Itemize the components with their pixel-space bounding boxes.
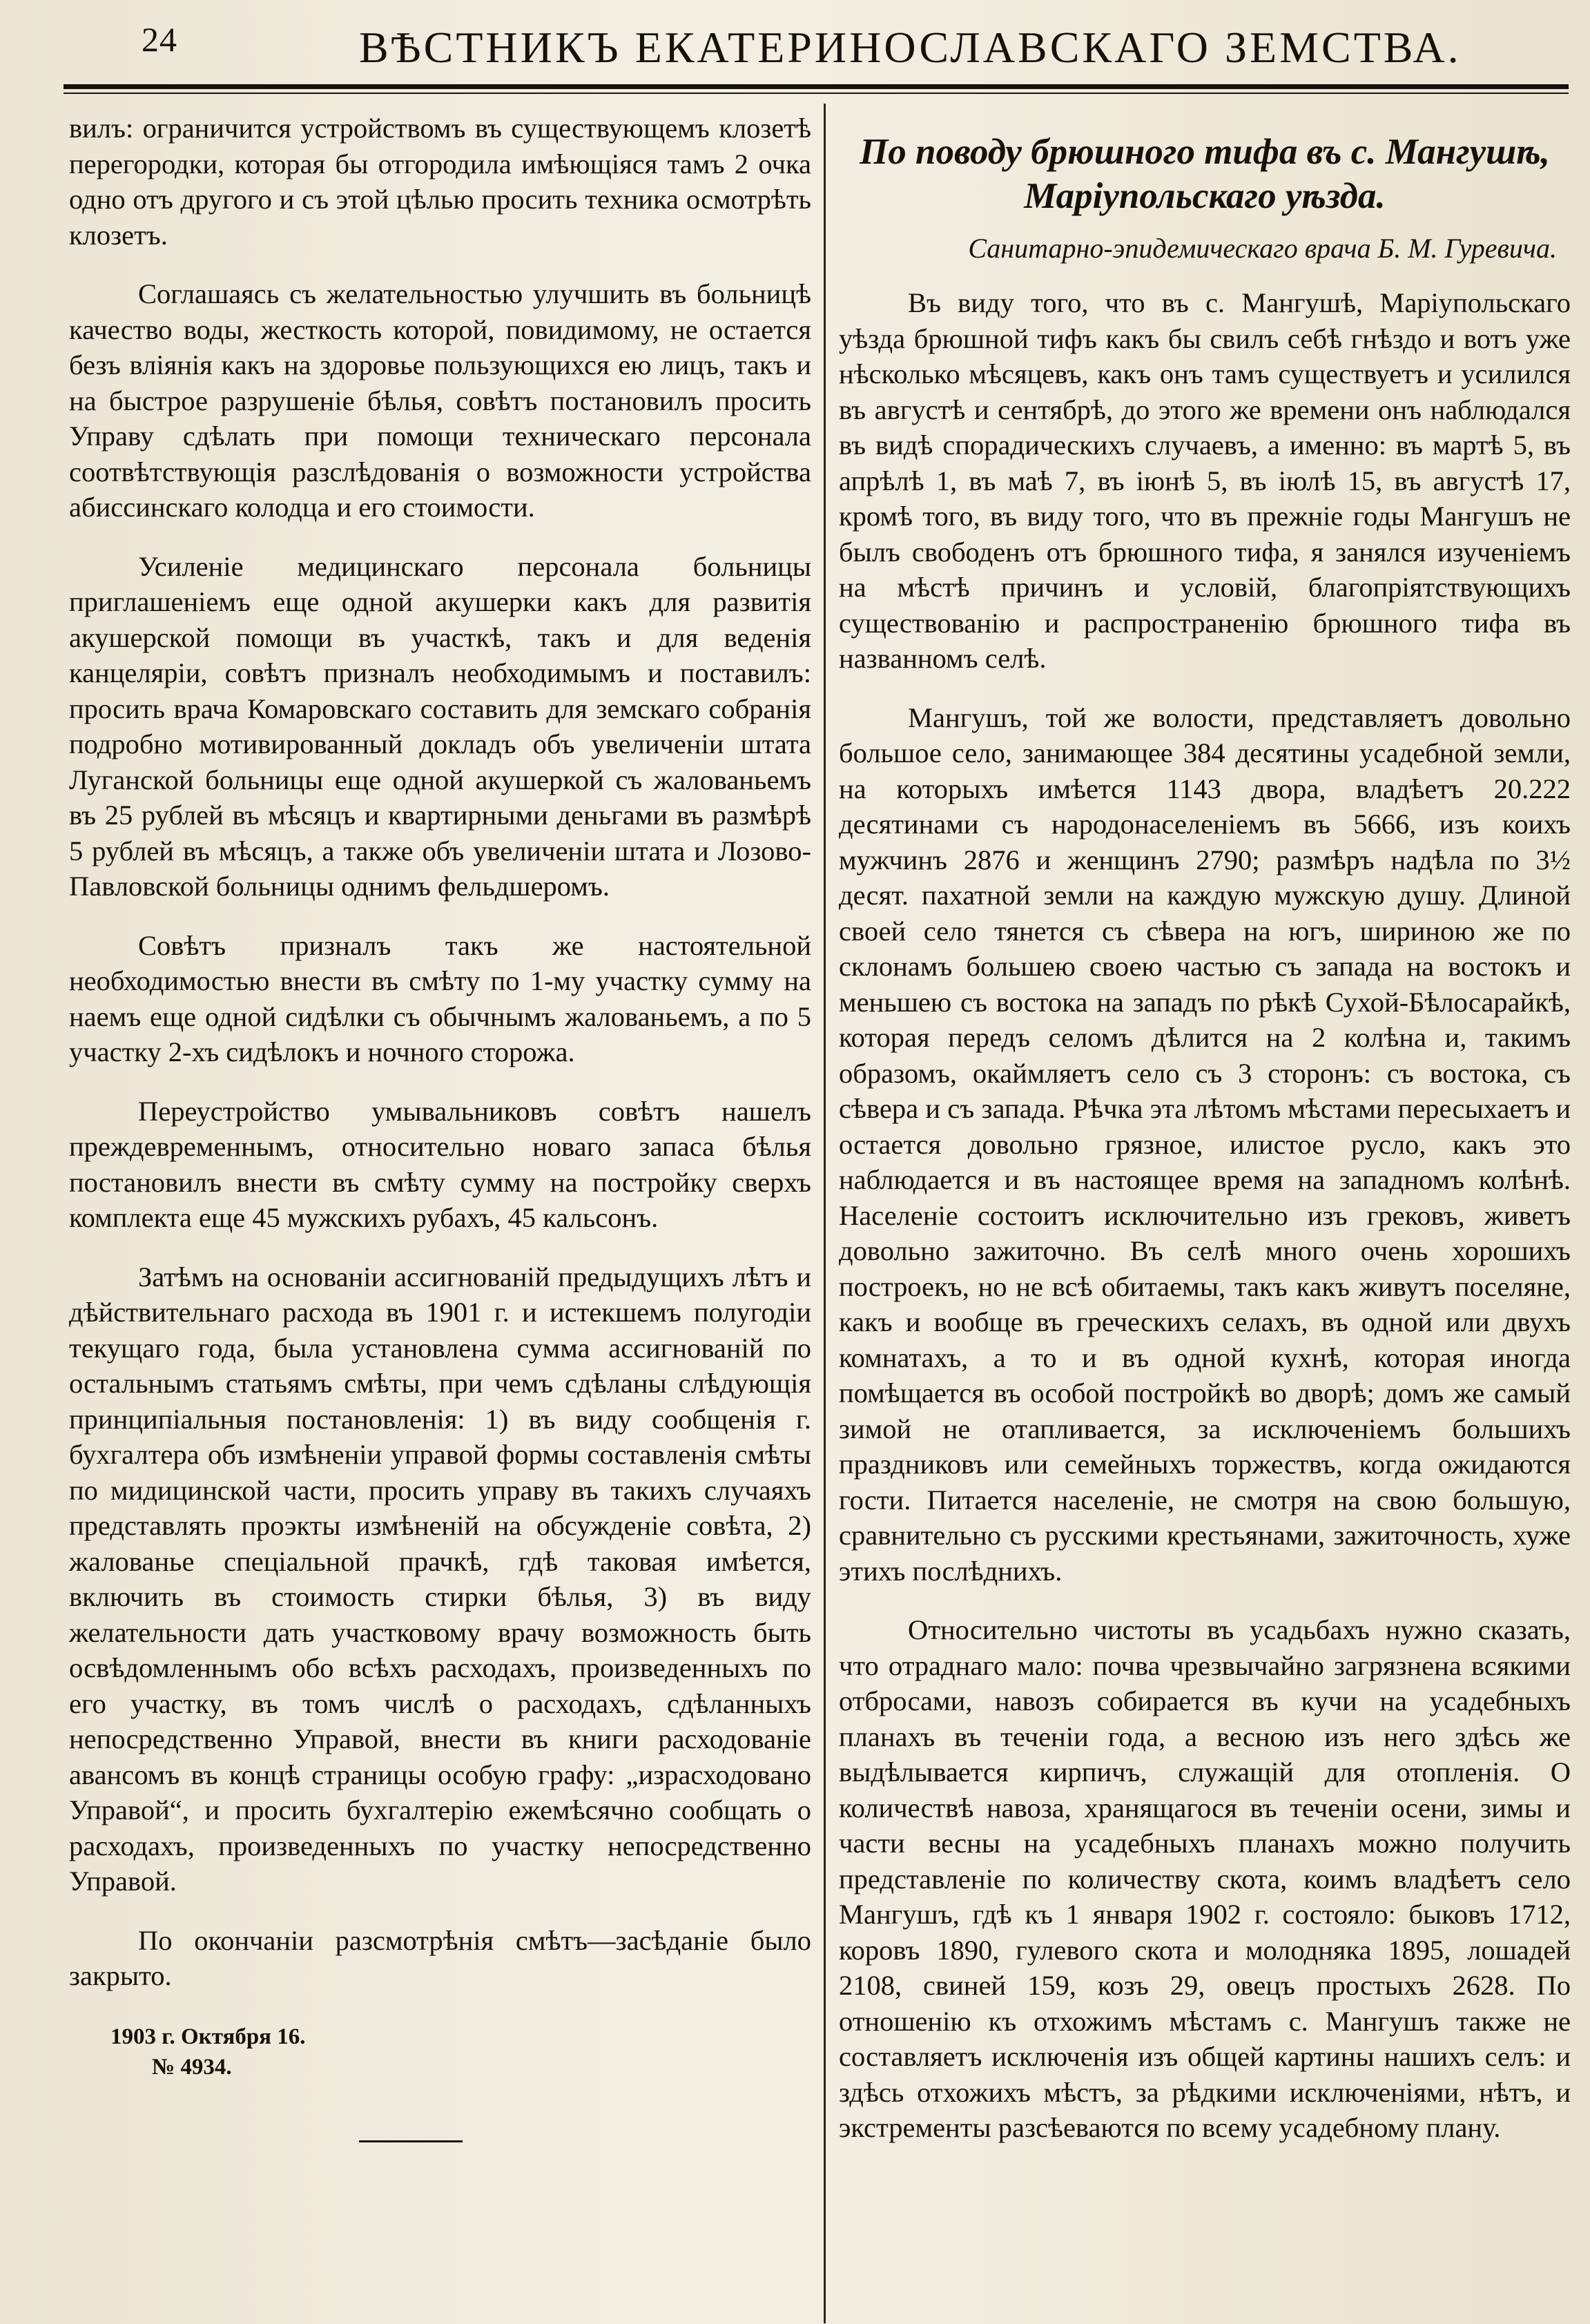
- article-author: Санитарно-эпидемическаго врача Б. М. Гуревича.: [968, 233, 1557, 264]
- right-paragraph-3: Относительно чистоты въ усадьбахъ нужно сказать, что отраднаго мало: почва чрезвычайно загрязнена всякими отбросами, навозъ собирается въ кучи на усадебныхъ планахъ въ теченіи года, а весною изъ него здѣсь же выдѣлывается кирпичъ, служащій для отопленія. О количествѣ навоза, хранящагося въ теченіи осени, зимы и части весны на усадебныхъ планахъ можно получить представленіе по количеству скота, коимъ владѣетъ село Мангушъ, гдѣ къ 1 января 1902 г. состояло: быковъ 1712, коровъ 1890, гулевого скота и молодняка 1895, лошадей 2108, свиней 159, козъ 29, овецъ простыхъ 2628. По отношенію къ отхожимъ мѣстамъ с. Мангушъ также не составляетъ исключенія изъ общей картины нашихъ селъ: и здѣсь отхожихъ мѣстъ, за рѣдкими исключеніями, нѣтъ, и экстременты разсѣеваются по всему усадебному плану.: [839, 1614, 1571, 2143]
- right-paragraph-2: Мангушъ, той же волости, представляетъ довольно большое село, занимающее 384 десятины усадебной земли, на которыхъ имѣется 1143 двора, владѣетъ 20.222 десятинами съ народонаселеніемъ въ 5666, изъ коихъ мужчинъ 2876 и женщинъ 2790; размѣръ надѣла по 3½ десят. пахатной земли на каждую мужскую душу. Длиной своей село тянется съ сѣвера на югъ, шириною же по склонамъ большею своею частью съ запада на востокъ и меньшею съ востока на западъ по рѣкѣ Сухой-Бѣлосарайкѣ, которая передъ селомъ дѣлится на 2 колѣна и, такимъ образомъ, окаймляетъ село съ 3 сторонъ: съ востока, съ сѣвера и съ запада. Рѣчка эта лѣтомъ мѣстами пересыхаетъ и остается довольно грязное, илистое русло, какъ это наблюдается и въ настоящее время на западномъ колѣнѣ. Населеніе состоитъ исключительно изъ грековъ, живетъ довольно зажиточно. Въ селѣ много очень хорошихъ построекъ, но не всѣ обитаемы, такъ какъ живутъ поселяне, какъ и вообще въ греческихъ селахъ, въ одной или двухъ комнатахъ, а то и въ одной кухнѣ, которая иногда помѣщается въ особой постройкѣ во дворѣ; домъ же самый зимой не отапливается, за исключеніемъ большихъ праздниковъ или семейныхъ торжествъ, когда ожидаются гости. Питается населеніе, не смотря на свою большую, сравнительно съ русскими крестьянами, зажиточность, хуже этихъ послѣднихъ.: [839, 701, 1571, 1587]
- right-paragraph-1: Въ виду того, что въ с. Мангушѣ, Маріупольскаго уѣзда брюшной тифъ какъ бы свилъ себѣ гнѣздо и вотъ уже нѣсколько мѣсяцевъ, какъ онъ тамъ существуетъ и усилился въ августѣ и сентябрѣ, до этого же времени онъ наблюдался въ видѣ спорадическихъ случаевъ, а именно: въ мартѣ 5, въ апрѣлѣ 1, въ маѣ 7, въ іюнѣ 5, въ іюлѣ 15, въ августѣ 17, кромѣ того, въ виду того, что въ прежніе годы Мангушъ не былъ свободенъ отъ брюшного тифа, я занялся изученіемъ на мѣстѣ причинъ и условій, благопріятствующихъ существованію и распространенію брюшного тифа въ названномъ селѣ.: [839, 287, 1571, 674]
- page-number: 24: [142, 20, 177, 59]
- article-title: По поводу брюшного тифа въ с. Мангушѣ, Маріупольскаго уѣзда.: [860, 132, 1550, 216]
- column-divider: [824, 104, 826, 2323]
- signature-block: [110, 2022, 811, 2082]
- end-rule: [359, 2140, 463, 2142]
- header-rule-thin: [64, 93, 1569, 94]
- left-paragraph-6: Затѣмъ на основаніи ассигнованій предыдущихъ лѣтъ и дѣйствительнаго расхода въ 1901 г. и истекшемъ полугодіи текущаго года, была установлена сумма ассигнованій по остальнымъ статьямъ смѣты, при чемъ сдѣланы слѣдующія принципіальныя постановленія: 1) въ виду сообщенія г. бухгалтера объ измѣненіи управой формы составленія смѣты по мидицинской части, просить управу въ такихъ случаяхъ представлять проэкты измѣненій на обсужденіе совѣта, 2) жалованье спеціальной прачкѣ, гдѣ таковая имѣется, включить въ стоимость стирки бѣлья, 3) въ виду желательности дать участковому врачу возможность быть освѣдомленнымъ обо всѣхъ расходахъ, произведенныхъ по его участку, въ томъ числѣ о расходахъ, сдѣланныхъ непосредственно Управой, внести въ книги расходованіе авансомъ въ концѣ страницы особую графу: „израсходовано Управой“, и просить бухгалтерію ежемѣсячно сообщать о расходахъ, произведенныхъ по участку непосредственно Управой.: [69, 1261, 811, 1897]
- left-paragraph-3: Усиленіе медицинскаго персонала больницы приглашеніемъ еще одной акушерки какъ для развитія акушерской помощи въ участкѣ, такъ и для веденія канцеляріи, совѣтъ призналъ необходимымъ и поставилъ: просить врача Комаровскаго составить для земскаго собранія подробно мотивированный докладъ объ увеличеніи штата Луганской больницы еще одной акушеркой съ жалованьемъ въ 25 рублей въ мѣсяцъ и квартирными деньгами въ размѣрѣ 5 рублей въ мѣсяцъ, а также объ увеличеніи штата и Лозово-Павловской больницы однимъ фельдшеромъ.: [69, 550, 811, 902]
- journal-title: ВѢСТНИКЪ ЕКАТЕРИНОСЛАВСКАГО ЗЕМСТВА.: [359, 23, 1462, 72]
- left-paragraph-7: По окончаніи разсмотрѣнія смѣтъ—засѣданіе было закрыто.: [69, 1924, 811, 1991]
- left-paragraph-4: Совѣтъ призналъ такъ же настоятельной необходимостью внести въ смѣту по 1-му участку сумму на наемъ еще одной сидѣлки съ обычнымъ жалованьемъ, а по 5 участку 2-хъ сидѣлокъ и ночного сторожа.: [69, 929, 811, 1067]
- left-column: [69, 110, 811, 2142]
- header-rule-thick: [64, 84, 1569, 89]
- signature-date: 1903 г. Октября 16.: [110, 2024, 306, 2049]
- left-paragraph-2: Соглашаясь съ желательностью улучшить въ больницѣ качество воды, жесткость которой, повидимому, не остается безъ вліянія какъ на здоровье пользующихся ею лицъ, такъ и на быстрое разрушеніе бѣлья, совѣтъ постановилъ просить Управу сдѣлать при помощи техническаго персонала соотвѣтствующія разслѣдованія о возможности устройства абиссинскаго колодца и его стоимости.: [69, 278, 811, 523]
- left-paragraph-5: Переустройство умывальниковъ совѣтъ нашелъ преждевременнымъ, относительно новаго запаса бѣлья постановилъ внести въ смѣту сумму на постройку сверхъ комплекта еще 45 мужскихъ рубахъ, 45 кальсонъ.: [69, 1095, 811, 1233]
- left-paragraph-1: вилъ: ограничится устройствомъ въ существующемъ клозетѣ перегородки, которая бы отгородила имѣющіяся тамъ 2 очка одно отъ другого и съ этой цѣлью просить техника осмотрѣть клозетъ.: [69, 113, 811, 251]
- right-column: [839, 110, 1571, 2169]
- signature-number: № 4934.: [152, 2054, 232, 2080]
